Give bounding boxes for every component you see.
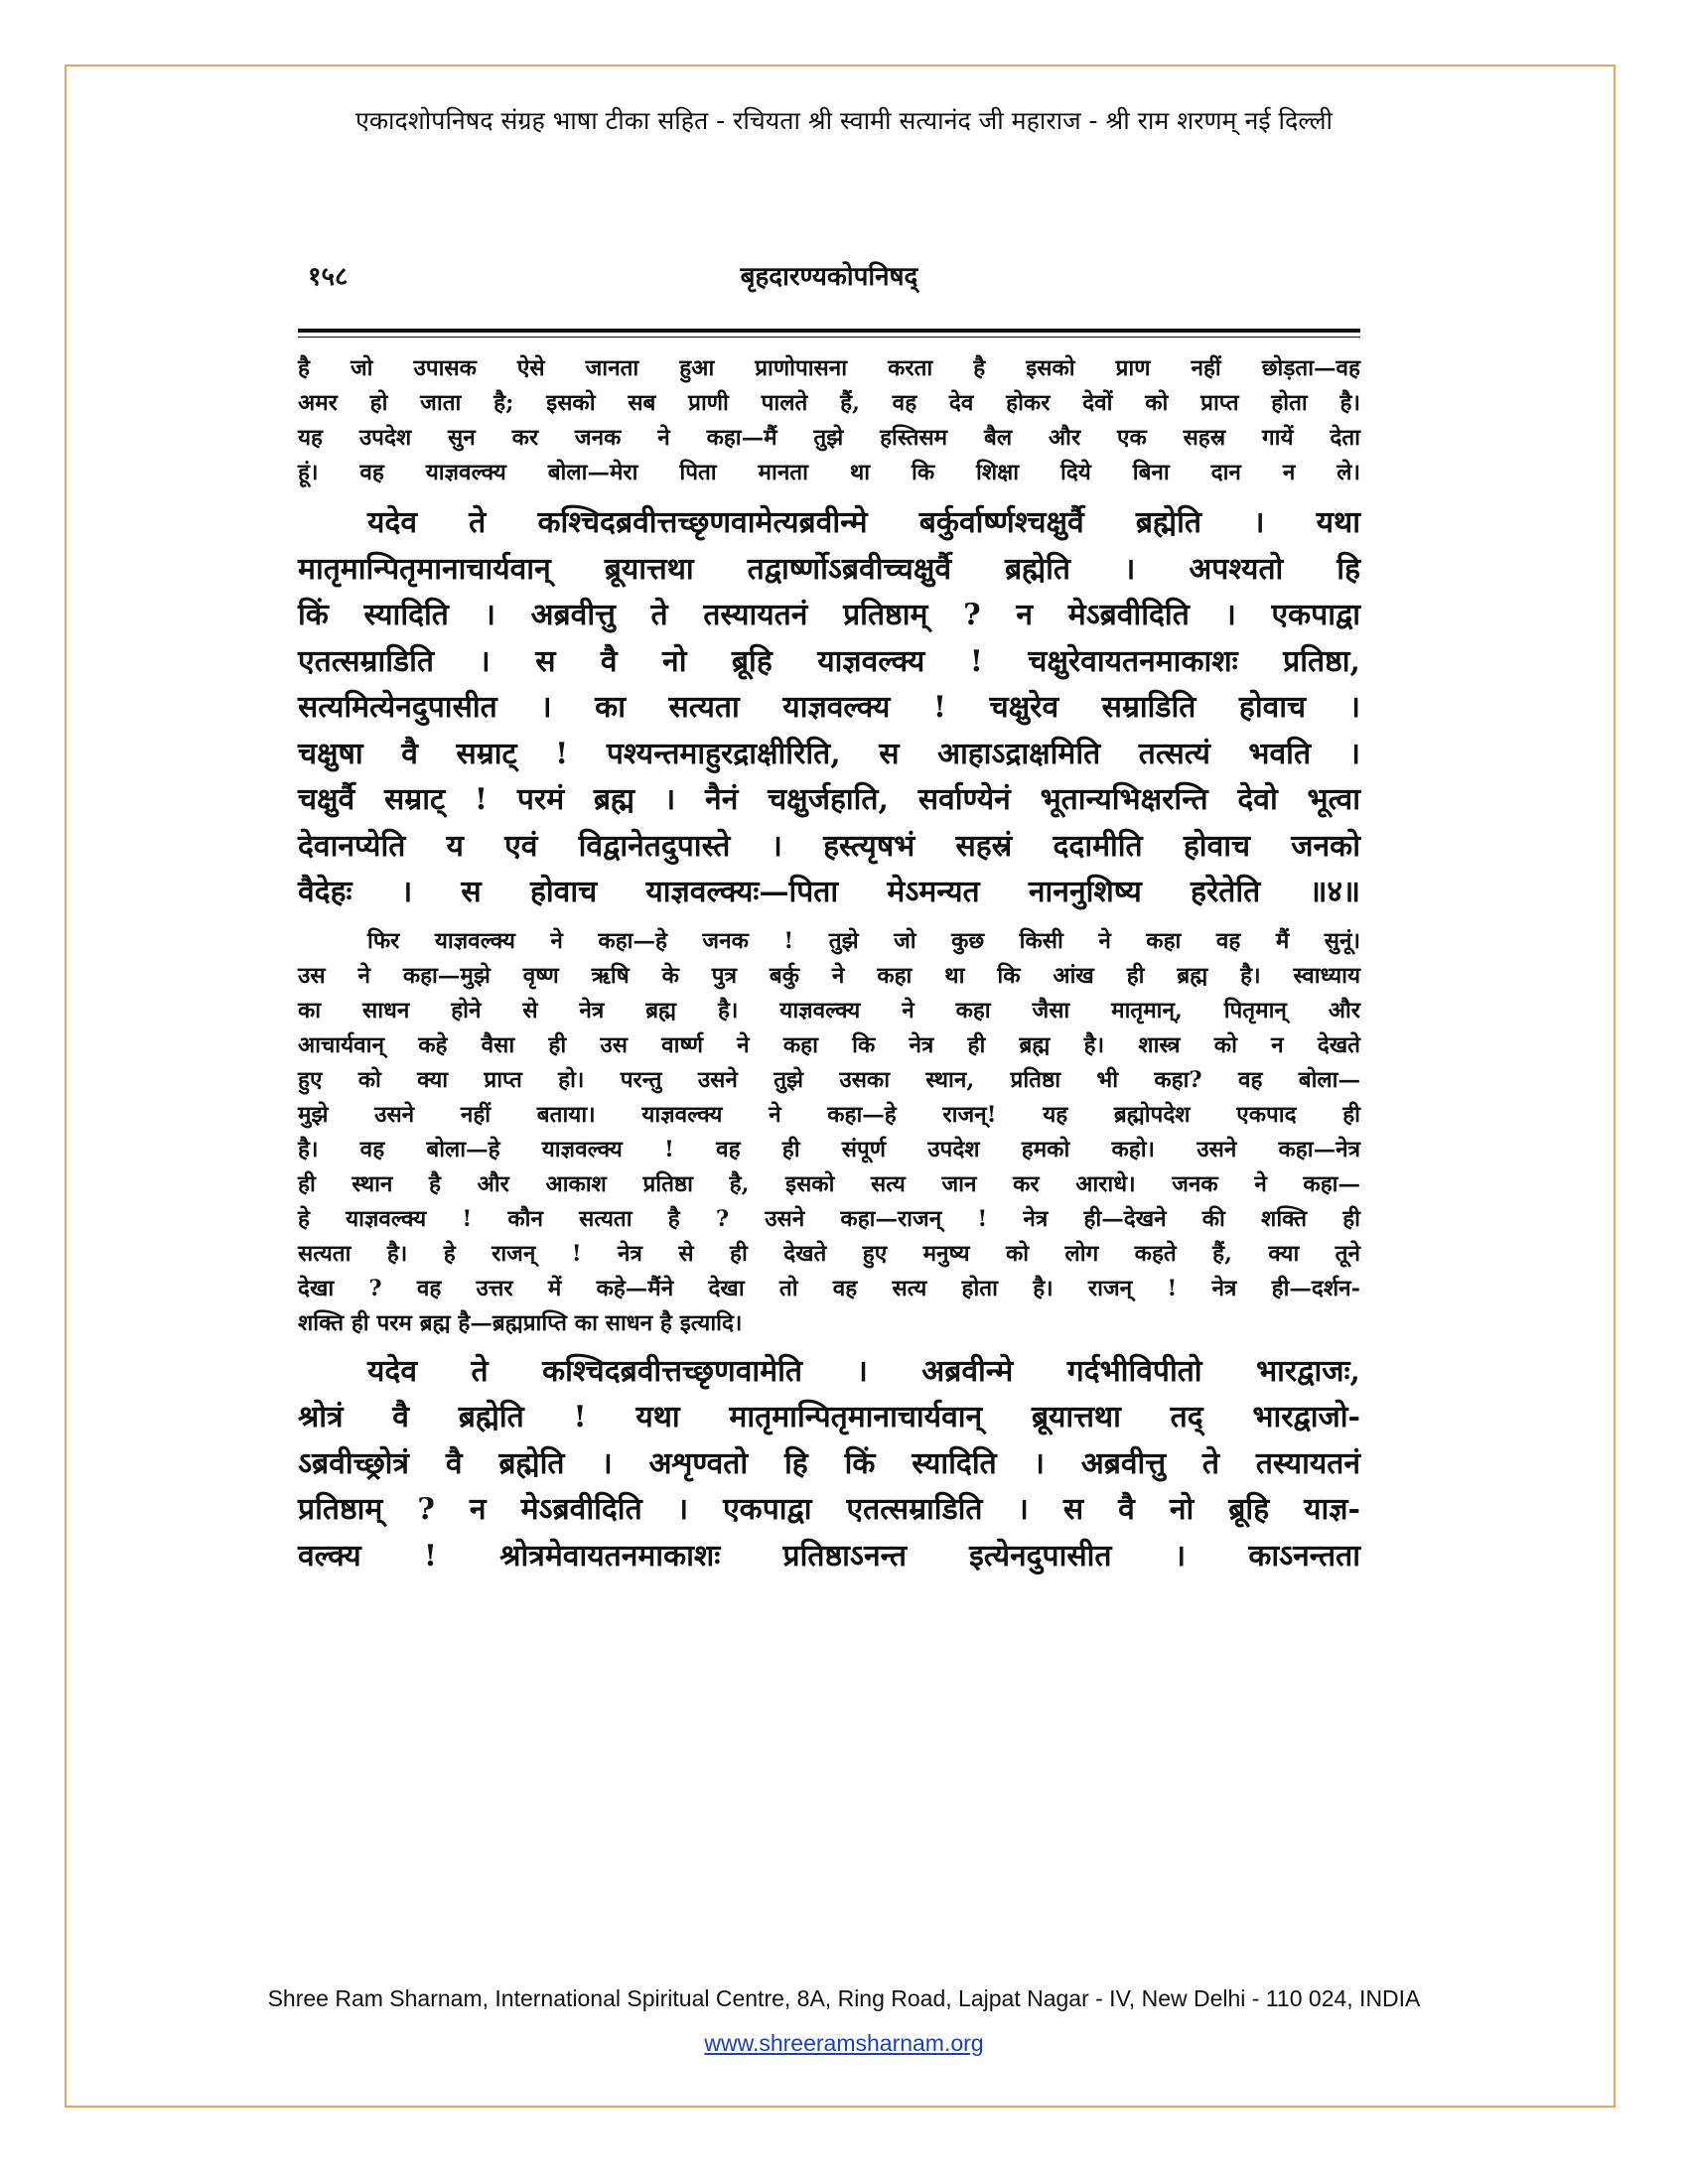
verse-line: देवानप्येति य एवं विद्वानेतदुपास्ते । हस्त्यृषभं सहस्रं ददामीति होवाच जनको — [298, 828, 1360, 864]
gloss-line: है। वह बोला—हे याज्ञवल्क्य ! वह ही संपूर्ण उपदेश हमको कहो। उसने कहा—नेत्र — [298, 1136, 1360, 1162]
gloss-line: अमर हो जाता है; इसको सब प्राणी पालते हैं, वह देव होकर देवों को प्राप्त होता है। — [298, 390, 1360, 416]
footer-website — [0, 2030, 1688, 2057]
page-number: १५८ — [308, 262, 349, 292]
gloss-block-2 — [298, 924, 1360, 1341]
document-header: एकादशोपनिषद संग्रह भाषा टीका सहित - रचियता श्री स्वामी सत्यानंद जी महाराज - श्री राम शरणम् नई दिल्ली — [355, 106, 1333, 135]
verse-block-2 — [298, 1349, 1360, 1580]
gloss-line: हुए को क्या प्राप्त हो। परन्तु उसने तुझे उसका स्थान, प्रतिष्ठा भी कहा? वह बोला— — [298, 1066, 1360, 1093]
gloss-block-1 — [298, 351, 1360, 490]
header-rule-thin — [298, 337, 1360, 338]
verse-line: किं स्यादिति । अब्रवीत्तु ते तस्यायतनं प्रतिष्ठाम् ? न मेऽब्रवीदिति । एकपाद्वा — [298, 598, 1360, 632]
verse-line: श्रोत्रं वै ब्रह्मेति ! यथा मातृमान्पितृमानाचार्यवान् ब्रूयात्तथा तद् भारद्वाजो- — [298, 1400, 1360, 1434]
gloss-line: का साधन होने से नेत्र ब्रह्म है। याज्ञवल्क्य ने कहा जैसा मातृमान्, पितृमान् और — [298, 997, 1360, 1024]
verse-line: सत्यमित्येनदुपासीत । का सत्यता याज्ञवल्क्य ! चक्षुरेव सम्राडिति होवाच । — [298, 690, 1360, 725]
verse-block-1 — [298, 500, 1360, 916]
gloss-line: हूं। वह याज्ञवल्क्य बोला—मेरा पिता मानता था कि शिक्षा दिये बिना दान न ले। — [298, 460, 1360, 485]
footer-address: Shree Ram Sharnam, International Spiritual Centre, 8A, Ring Road, Lajpat Nagar - IV, New Delhi - 110 024, INDIA — [267, 1985, 1421, 2011]
scanned-page — [298, 253, 1360, 1579]
gloss-line: ही स्थान है और आकाश प्रतिष्ठा है, इसको सत्य जान कर आराधे। जनक ने कहा— — [298, 1170, 1360, 1197]
gloss-line: देखा ? वह उत्तर में कहे—मैंने देखा तो वह सत्य होता है। राजन् ! नेत्र ही—दर्शन- — [298, 1275, 1360, 1301]
verse-line: वल्क्य ! श्रोत्रमेवायतनमाकाशः प्रतिष्ठाऽनन्त इत्येनदुपासीत । काऽनन्तता — [298, 1538, 1360, 1573]
website-link[interactable]: www.shreeramsharnam.org — [704, 2030, 984, 2056]
header-rule-thick — [298, 329, 1360, 333]
gloss-line: हे याज्ञवल्क्य ! कौन सत्यता है ? उसने कहा—राजन् ! नेत्र ही—देखने की शक्ति ही — [298, 1205, 1360, 1232]
verse-line: यदेव ते कश्चिदब्रवीत्तच्छृणवामेत्यब्रवीन्मे बर्कुर्वार्ष्णश्चक्षुर्वै ब्रह्मेति । यथा — [367, 505, 1360, 540]
gloss-line: आचार्यवान् कहे वैसा ही उस वार्ष्ण ने कहा कि नेत्र ही ब्रह्म है। शास्त्र को न देखते — [298, 1031, 1360, 1058]
verse-line: मातृमान्पितृमानाचार्यवान् ब्रूयात्तथा तद्वार्ष्णोऽब्रवीच्चक्षुर्वै ब्रह्मेति । अपश्यतो हि — [298, 551, 1360, 587]
verse-line: चक्षुषा वै सम्राट् ! पश्यन्तमाहुरद्राक्षीरिति, स आहाऽद्राक्षमिति तत्सत्यं भवति । — [298, 736, 1360, 771]
verse-line: वैदेहः । स होवाच याज्ञवल्क्यः—पिता मेऽमन्यत नाननुशिष्य हरेतेति ॥४॥ — [298, 875, 1360, 909]
page-head — [298, 253, 1360, 309]
gloss-line: उस ने कहा—मुझे वृष्ण ऋषि के पुत्र बर्कु ने कहा था कि आंख ही ब्रह्म है। स्वाध्याय — [298, 962, 1360, 989]
gloss-line: फिर याज्ञवल्क्य ने कहा—हे जनक ! तुझे जो कुछ किसी ने कहा वह मैं सुनूं। — [367, 927, 1360, 954]
verse-line: ऽब्रवीच्छ्रोत्रं वै ब्रह्मेति । अशृण्वतो हि किं स्यादिति । अब्रवीत्तु ते तस्यायतनं — [298, 1445, 1360, 1481]
running-title: बृहदारण्यकोपनिषद् — [740, 262, 918, 292]
verse-line: चक्षुर्वै सम्राट् ! परमं ब्रह्म । नैनं चक्षुर्जहाति, सर्वाण्येनं भूतान्यभिक्षरन्ति देवो भूत्वा — [298, 782, 1360, 817]
gloss-line: है जो उपासक ऐसे जानता हुआ प्राणोपासना करता है इसको प्राण नहीं छोड़ता—वह — [298, 355, 1360, 381]
verse-line: एतत्सम्राडिति । स वै नो ब्रूहि याज्ञवल्क्य ! चक्षुरेवायतनमाकाशः प्रतिष्ठा, — [298, 643, 1360, 679]
verse-line: प्रतिष्ठाम् ? न मेऽब्रवीदिति । एकपाद्वा एतत्सम्राडिति । स वै नो ब्रूहि याज्ञ- — [298, 1492, 1360, 1527]
gloss-line: सत्यता है। हे राजन् ! नेत्र से ही देखते हुए मनुष्य को लोग कहते हैं, क्या तूने — [298, 1240, 1360, 1267]
gloss-line: मुझे उसने नहीं बताया। याज्ञवल्क्य ने कहा—हे राजन्! यह ब्रह्मोपदेश एकपाद ही — [298, 1101, 1360, 1128]
gloss-line: शक्ति ही परम ब्रह्म है—ब्रह्मप्राप्ति का साधन है इत्यादि। — [298, 1309, 743, 1336]
verse-line: यदेव ते कश्चिदब्रवीत्तच्छृणवामेति । अब्रवीन्मे गर्दभीविपीतो भारद्वाजः, — [367, 1353, 1360, 1389]
gloss-line: यह उपदेश सुन कर जनक ने कहा—मैं तुझे हस्तिसम बैल और एक सहस्र गायें देता — [298, 425, 1360, 451]
